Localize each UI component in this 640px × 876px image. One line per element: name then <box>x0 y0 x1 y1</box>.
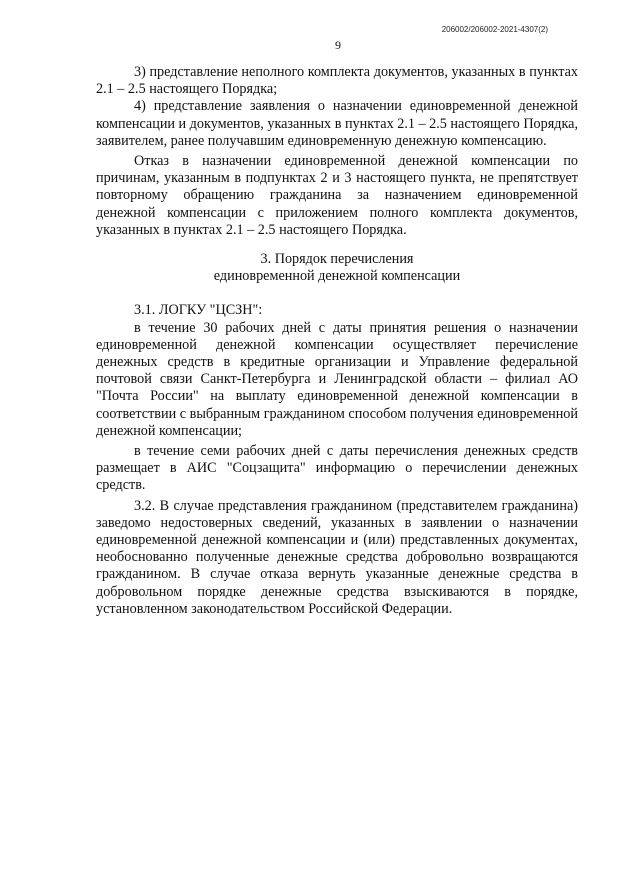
page-number: 9 <box>335 38 341 52</box>
paragraph-3-1-title: 3.1. ЛОГКУ "ЦСЗН": <box>134 302 263 319</box>
paragraph-refusal: Отказ в назначении единовременной денежной компенсации по причинам, указанным в подпунктах 2 и 3 настоящего пункта, не препятствует повторному обращению гражданина за назначением единовременной денежной компенсации с приложением полного комплекта документов, указанных в пунктах 2.1 – 2.5 настоящего Порядка. <box>96 153 578 238</box>
section-heading-line1: 3. Порядок перечисления <box>260 251 414 268</box>
paragraph-item-3: 3) представление неполного комплекта документов, указанных в пунктах 2.1 – 2.5 настоящего Порядка; <box>96 64 578 98</box>
section-heading-line2: единовременной денежной компенсации <box>213 268 461 285</box>
document-body <box>96 64 578 618</box>
paragraph-item-4: 4) представление заявления о назначении единовременной денежной компенсации и документов, указанных в пунктах 2.1 – 2.5 настоящего Порядка, заявителем, ранее получавшим единовременную денежную компенсацию. <box>96 98 579 149</box>
document-number: 206002/206002-2021-4307(2) <box>441 25 548 34</box>
paragraph-3-1-a: в течение 30 рабочих дней с даты принятия решения о назначении единовременной денежной компенсации осуществляет перечисление денежных средств в кредитные организации и Управление федеральной почтовой связи Санкт-Петербурга и Ленинградской области – филиал АО "Почта России" на выплату единовременной денежной компенсации в соответствии с выбранным гражданином способом получения единовременной денежной компенсации; <box>96 319 578 439</box>
paragraph-3-2: 3.2. В случае представления гражданином (представителем гражданина) заведомо недостоверных сведений, указанных в заявлении о назначении единовременной денежной компенсации и (или) представленных документах, необоснованно полученные денежные средства добровольно возвращаются гражданином. В случае отказа вернуть указанные денежные средства в добровольном порядке денежные средства взыскиваются в порядке, установленном законодательством Российской Федерации. <box>96 497 578 617</box>
paragraph-3-1-b: в течение семи рабочих дней с даты перечисления денежных средств размещает в АИС "Соцзащита" информацию о перечислении денежных средств. <box>96 443 578 494</box>
